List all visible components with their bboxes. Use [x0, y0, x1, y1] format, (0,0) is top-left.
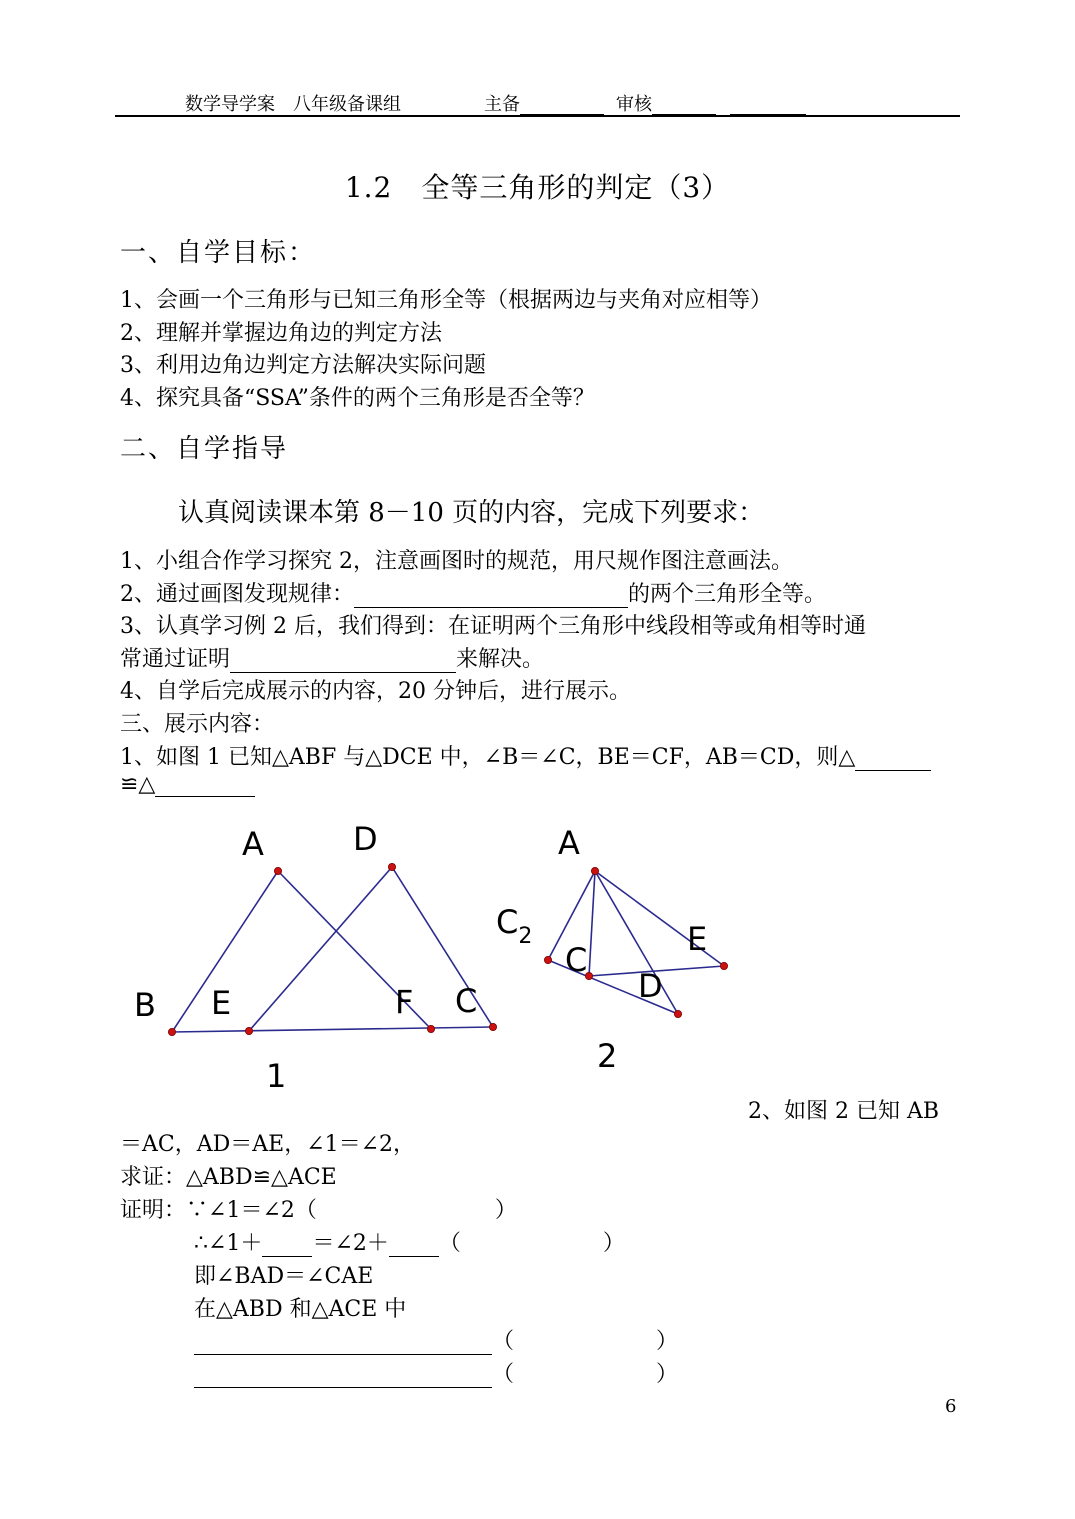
- cond1-close: ）: [656, 1329, 679, 1354]
- label-e: E: [211, 984, 232, 1022]
- cond2-close: ）: [656, 1362, 679, 1387]
- guide-item-3-text: 常通过证明: [120, 647, 231, 672]
- header-left: 数学导学案 八年级备课组: [185, 94, 401, 115]
- page-number: 6: [945, 1396, 957, 1417]
- page-title: 1.2 全等三角形的判定（3）: [344, 171, 731, 204]
- figure-1: [134, 820, 497, 1095]
- proof-step-4: 在△ABD 和△ACE 中: [194, 1297, 407, 1322]
- question1-line2: [120, 772, 255, 797]
- reading-instruction: 认真阅读课本第 8－10 页的内容，完成下列要求：: [178, 498, 765, 528]
- condition-2-blank[interactable]: [194, 1367, 492, 1388]
- proof-step-3: 即∠BAD＝∠CAE: [194, 1264, 374, 1289]
- label-a-fig2: A: [558, 824, 580, 862]
- proof-condition-1: [194, 1324, 678, 1355]
- label-c-fig2: C: [565, 941, 588, 979]
- prove-statement: 求证：△ABD≌△ACE: [120, 1165, 337, 1190]
- point-e: [245, 1027, 252, 1034]
- guide-item-4: 4、自学后完成展示的内容，20 分钟后，进行展示。: [120, 679, 631, 704]
- q1-blank-1[interactable]: [855, 750, 931, 771]
- cond2-open: （: [492, 1362, 515, 1387]
- figure-2-number: 2: [597, 1037, 618, 1075]
- rule-blank[interactable]: [354, 587, 628, 608]
- point-e-fig2: [720, 962, 727, 969]
- guide-item-3-line2: [120, 642, 544, 673]
- goal-item-1: 1、会画一个三角形与已知三角形全等（根据两边与夹角对应相等）: [120, 288, 772, 313]
- step2-close: ）: [602, 1231, 625, 1256]
- review-blank: [652, 96, 716, 116]
- question2-line1: 2、如图 2 已知 AB: [748, 1099, 940, 1124]
- step2-text-b: ＝∠2＋: [312, 1231, 389, 1256]
- question1-text: 1、如图 1 已知△ABF 与△DCE 中，∠B＝∠C，BE＝CF，AB＝CD，则△: [120, 745, 856, 770]
- proof-step-1: [120, 1193, 517, 1224]
- point-a: [274, 867, 281, 874]
- proof-label: 证明：: [120, 1198, 187, 1223]
- label-c2-sub: 2: [518, 924, 533, 949]
- point-b: [168, 1028, 175, 1035]
- point-c2: [544, 956, 551, 963]
- point-a2: [591, 867, 598, 874]
- label-f: F: [395, 983, 414, 1021]
- proof-condition-2: [194, 1357, 678, 1388]
- label-d-fig2: D: [638, 967, 663, 1005]
- section1-heading: 一、自学目标：: [120, 238, 317, 268]
- header-chief: [484, 90, 604, 116]
- label-b: B: [134, 986, 156, 1024]
- condition-1-blank[interactable]: [194, 1334, 492, 1355]
- label-e-fig2: E: [687, 920, 708, 958]
- chief-label: 主备: [484, 94, 520, 115]
- label-c2-main: C: [496, 903, 519, 941]
- guide-item-1: 1、小组合作学习探究 2，注意画图时的规范，用尺规作图注意画法。: [120, 549, 793, 574]
- figure-1-number: 1: [266, 1057, 287, 1095]
- guide-item-2-text: 2、通过画图发现规律：: [120, 582, 354, 607]
- guide-item-3-line1: 3、认真学习例 2 后，我们得到：在证明两个三角形中线段相等或角相等时通: [120, 614, 866, 639]
- congruent-symbol: ≌△: [120, 772, 156, 797]
- label-c2: [496, 903, 532, 949]
- question2-line2: ＝AC，AD＝AE，∠1＝∠2，: [120, 1132, 416, 1157]
- review-label: 审核: [616, 94, 652, 115]
- step2-blank-1[interactable]: [262, 1236, 312, 1257]
- section2-heading: 二、自学指导: [120, 434, 289, 464]
- label-d: D: [353, 820, 378, 858]
- step2-blank-2[interactable]: [389, 1236, 439, 1257]
- point-f: [427, 1025, 434, 1032]
- step1-close: ）: [494, 1198, 517, 1223]
- proof-step-2: [194, 1226, 625, 1257]
- figures: [0, 800, 1075, 1100]
- method-blank[interactable]: [230, 652, 456, 673]
- segment-ed: [249, 867, 392, 1031]
- segment-ac: [589, 871, 595, 976]
- section3-heading: 三、展示内容：: [120, 712, 275, 737]
- point-d-fig2: [674, 1010, 681, 1017]
- point-c: [489, 1023, 496, 1030]
- goal-item-3: 3、利用边角边判定方法解决实际问题: [120, 353, 486, 378]
- guide-item-2: [120, 577, 826, 608]
- goal-item-2: 2、理解并掌握边角边的判定方法: [120, 321, 442, 346]
- step2-open: （: [438, 1231, 461, 1256]
- figure-2: [496, 824, 728, 1075]
- review-blank-2: [730, 96, 806, 116]
- segment-ad: [595, 871, 678, 1014]
- label-c: C: [455, 982, 478, 1020]
- guide-item-2-tail: 的两个三角形全等。: [628, 582, 827, 607]
- header-review: [616, 90, 806, 116]
- label-a: A: [242, 825, 264, 863]
- guide-item-3-tail: 来解决。: [456, 647, 545, 672]
- question1-line1: [120, 740, 931, 771]
- q1-blank-2[interactable]: [155, 776, 255, 797]
- chief-blank: [520, 96, 604, 116]
- segment-bc: [172, 1027, 493, 1032]
- step1-text: ∵∠1＝∠2（: [186, 1198, 317, 1223]
- step2-text-a: ∴∠1＋: [194, 1231, 263, 1256]
- header-rule: [115, 115, 960, 117]
- point-d: [388, 863, 395, 870]
- goal-item-4: 4、探究具备“SSA”条件的两个三角形是否全等？: [120, 386, 595, 411]
- cond1-open: （: [492, 1329, 515, 1354]
